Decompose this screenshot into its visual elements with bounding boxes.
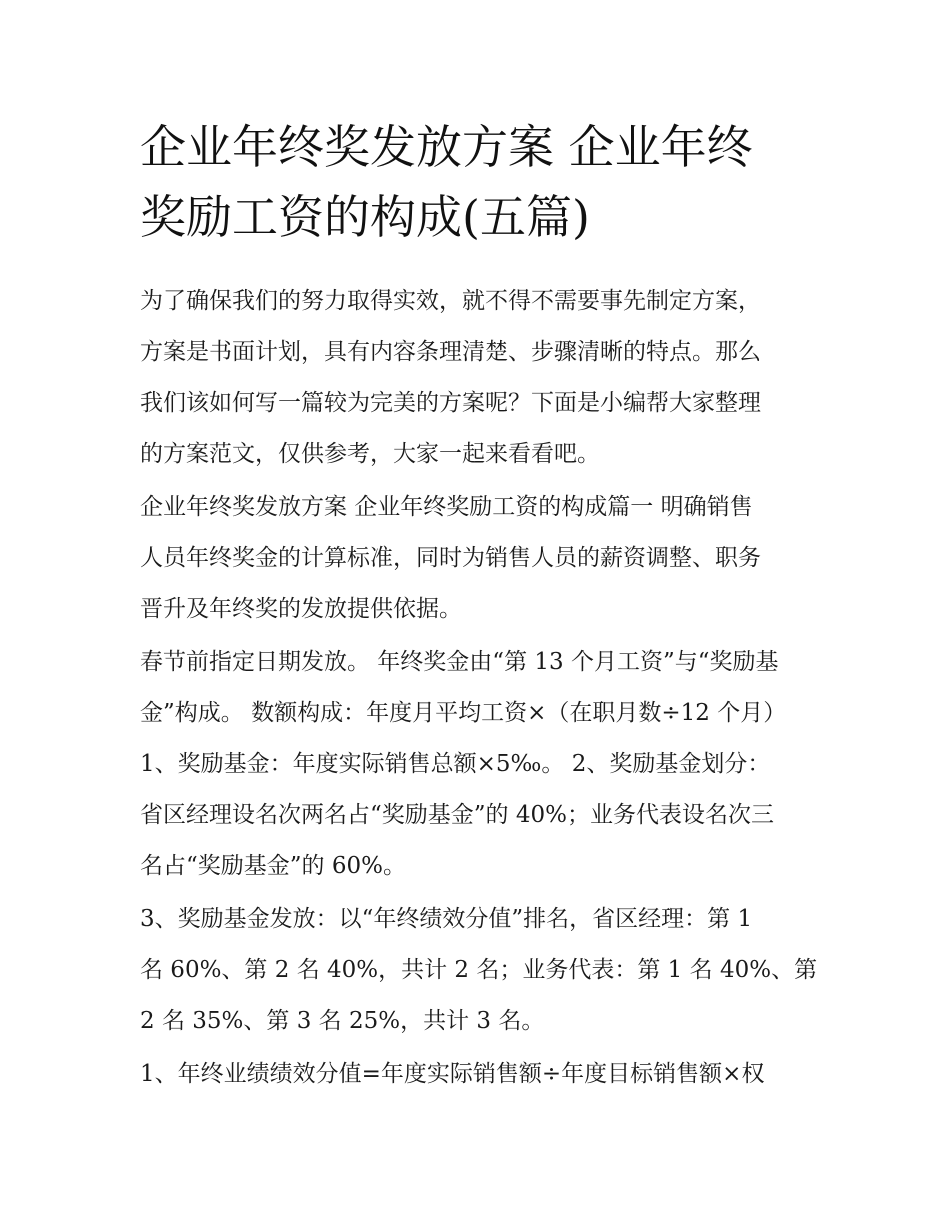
text-line: 晋升及年终奖的发放提供依据。 bbox=[140, 596, 462, 622]
text-line: 1、年终业绩绩效分值=年度实际销售额÷年度目标销售额×权 bbox=[140, 1061, 765, 1087]
paragraph-bonus-composition bbox=[140, 637, 830, 892]
text-line: 方案是书面计划，具有内容条理清楚、步骤清晰的特点。那么 bbox=[140, 339, 761, 365]
text-line: 为了确保我们的努力取得实效，就不得不需要事先制定方案， bbox=[140, 288, 761, 314]
text-line: 3、奖励基金发放：以“年终绩效分值”排名，省区经理：第 1 bbox=[140, 906, 753, 932]
text-line: 1、奖励基金：年度实际销售总额×5‰。 2、奖励基金划分： bbox=[140, 751, 771, 777]
paragraph-section-one bbox=[140, 482, 830, 635]
paragraph-intro bbox=[140, 276, 830, 480]
text-line: 人员年终奖金的计算标准，同时为销售人员的薪资调整、职务 bbox=[140, 545, 761, 571]
text-line: 省区经理设名次两名占“奖励基金”的 40%；业务代表设名次三 bbox=[140, 802, 774, 828]
text-line: 名占“奖励基金”的 60%。 bbox=[140, 853, 406, 879]
text-line: 名 60%、第 2 名 40%，共计 2 名；业务代表：第 1 名 40%、第 bbox=[140, 957, 818, 983]
text-line: 我们该如何写一篇较为完美的方案呢？下面是小编帮大家整理 bbox=[140, 390, 761, 416]
paragraph-performance-score bbox=[140, 1049, 830, 1100]
text-line: 2 名 35%、第 3 名 25%，共计 3 名。 bbox=[140, 1008, 545, 1034]
document-body bbox=[140, 276, 830, 1102]
document-title bbox=[140, 112, 820, 252]
paragraph-bonus-distribution bbox=[140, 894, 830, 1047]
title-line: 奖励工资的构成(五篇) bbox=[140, 190, 590, 244]
text-line: 企业年终奖发放方案 企业年终奖励工资的构成篇一 明确销售 bbox=[140, 494, 753, 520]
title-line: 企业年终奖发放方案 企业年终 bbox=[140, 120, 753, 174]
text-line: 金”构成。 数额构成：年度月平均工资×（在职月数÷12 个月） bbox=[140, 700, 787, 726]
text-line: 的方案范文，仅供参考，大家一起来看看吧。 bbox=[140, 441, 600, 467]
text-line: 春节前指定日期发放。 年终奖金由“第 13 个月工资”与“奖励基 bbox=[140, 649, 779, 675]
